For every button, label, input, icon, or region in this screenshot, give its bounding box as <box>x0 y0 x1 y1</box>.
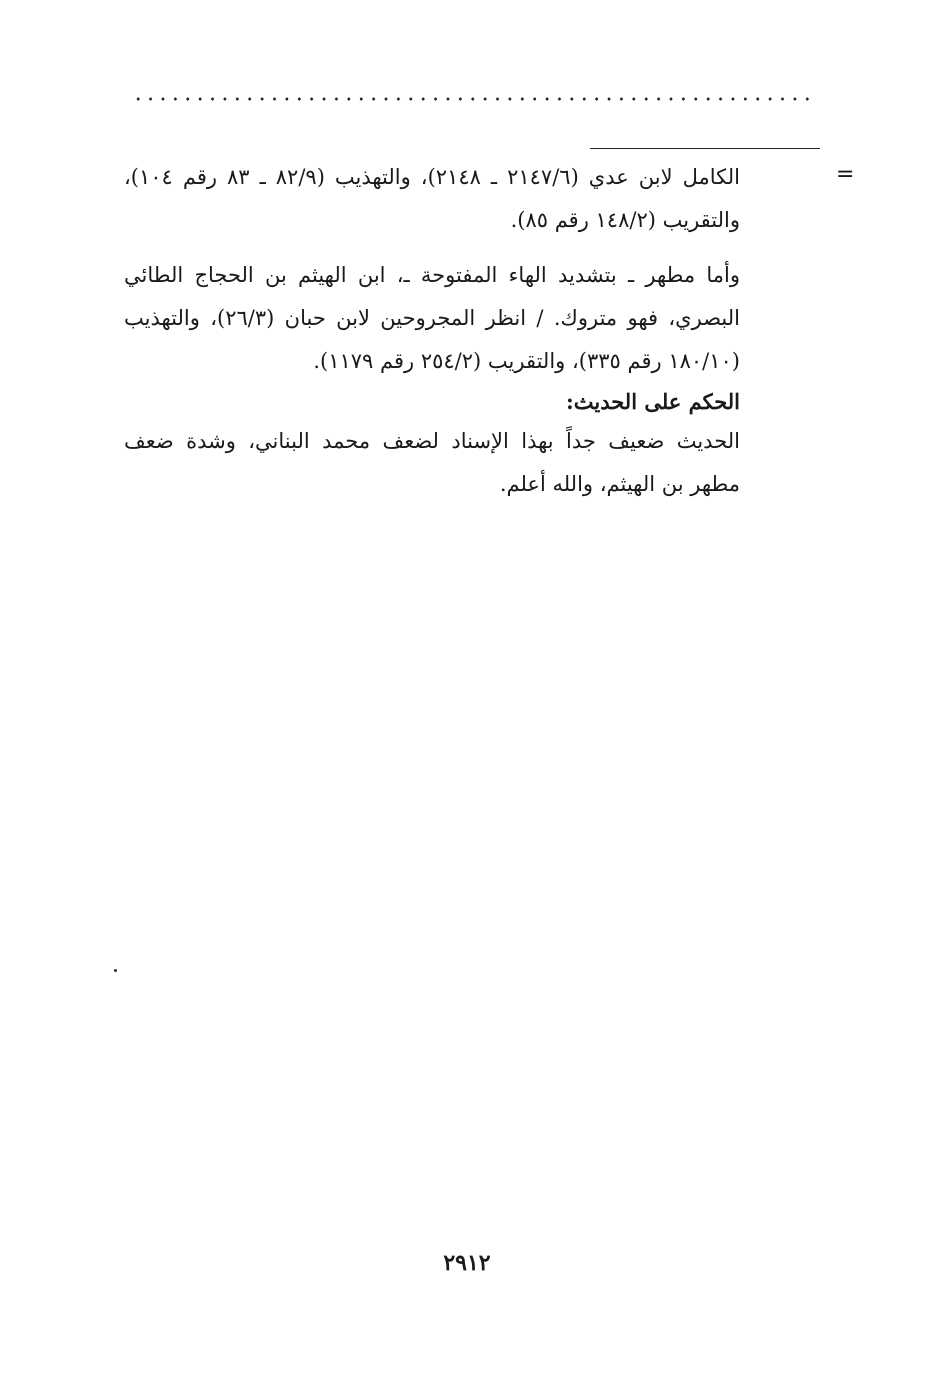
ruling-text: الحديث ضعيف جداً بهذا الإسناد لضعف محمد البناني، وشدة ضعف مطهر بن الهيثم، والله أعلم. <box>124 429 740 496</box>
continuation-mark: = <box>836 162 855 187</box>
footnote-rule <box>590 148 820 149</box>
page-number: ٢٩١٢ <box>443 1250 491 1276</box>
dotted-separator <box>132 96 814 102</box>
footnote-paragraph: وأما مطهر ـ بتشديد الهاء المفتوحة ـ، ابن الهيثم بن الحجاج الطائي البصري، فهو متروك. / انظر المجروحين لابن حبان (٢٦/٣)، والتهذيب (١٨٠/١٠ رقم ٣٣٥)، والتقريب (٢٥٤/٢ رقم ١١٧٩). <box>124 263 740 373</box>
ruling-heading: الحكم على الحديث: <box>566 389 740 414</box>
page-mark <box>114 969 117 972</box>
footnote-paragraph: الكامل لابن عدي (٢١٤٧/٦ ـ ٢١٤٨)، والتهذيب (٨٢/٩ ـ ٨٣ رقم ١٠٤)، والتقريب (١٤٨/٢ رقم ٨٥). <box>124 165 740 232</box>
